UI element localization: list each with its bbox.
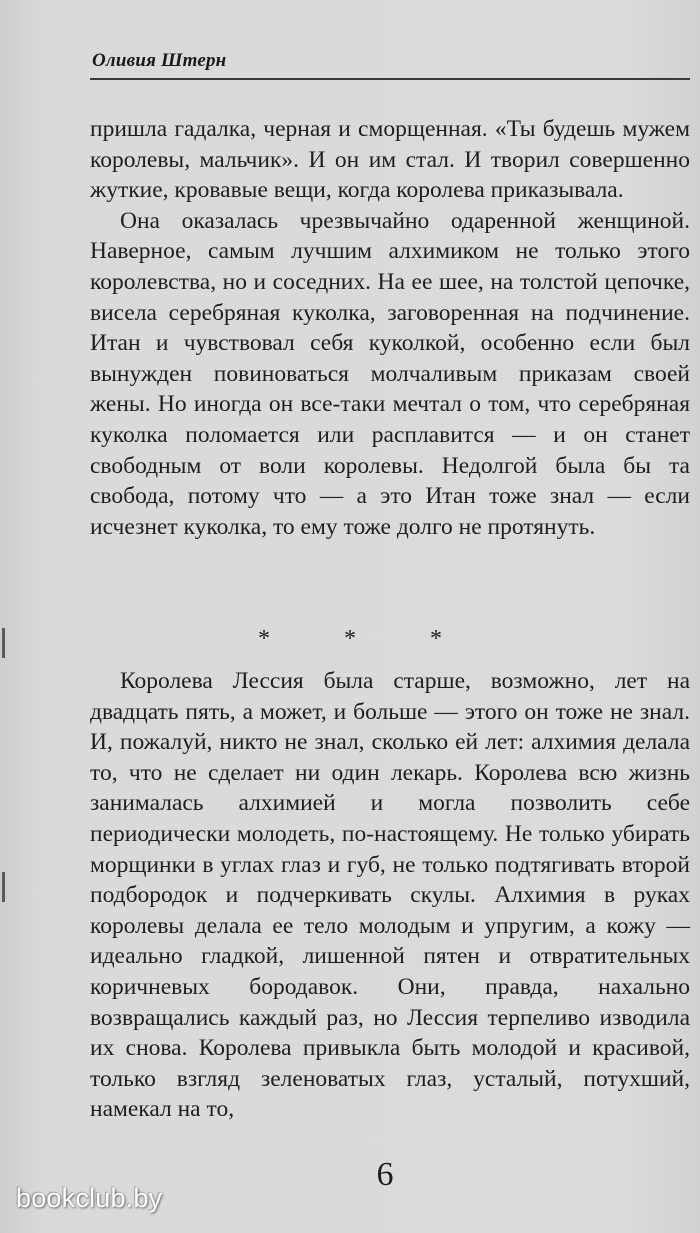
text-block-bottom: [90, 666, 690, 1125]
paragraph: Она оказалась чрезвычайно одаренной женщиной. Наверное, самым лучшим алхимиком не только этого королевства, но и соседних. На ее шее, на толстой цепочке, висела серебряная куколка, заговоренная на подчинение. Итан и чувствовал себя куколкой, особенно если был вынужден повиноваться молчаливым приказам своей жены. Но иногда он все-таки мечтал о том, что серебряная куколка поломается или расплавится — и он станет свободным от воли королевы. Недолгой была бы та свобода, потому что — а это Итан тоже знал — если исчезнет куколка, то ему тоже долго не протянуть.: [90, 207, 690, 540]
header-rule: [90, 78, 690, 80]
paragraph: Королева Лессия была старше, возможно, лет на двадцать пять, а может, и больше — этого он тоже не знал. И, пожалуй, никто не знал, сколько ей лет: алхимия делала то, что не сделает ни один лекарь. Королева всю жизнь занималась алхимией и могла позволить себе периодически молодеть, по-настоящему. Не только убирать морщинки в углах глаз и губ, не только подтягивать второй подбородок и подчеркивать скулы. Алхимия в руках королевы делала ее тело молодым и упругим, а кожу — идеально гладкой, лишенной пятен и отвратительных коричневых бородавок. Они, правда, нахально возвращались каждый раз, но Лессия терпеливо изводила их снова. Королева привыкла быть молодой и красивой, только взгляд зеленоватых глаз, усталый, потухший, намекал на то,: [90, 668, 690, 1123]
watermark: bookclub.by: [16, 1183, 163, 1213]
page-number: 6: [376, 1156, 394, 1193]
section-separator: * * *: [258, 626, 476, 652]
page-edge-mark: [2, 872, 5, 902]
paragraph-continued: пришла гадалка, черная и сморщенная. «Ты будешь мужем королевы, мальчик». И он им стал. И творил совершенно жуткие, кровавые вещи, когда королева приказывала.: [90, 116, 690, 204]
page-edge-mark: [2, 628, 5, 658]
text-block-top: [90, 114, 690, 542]
running-head-author: Оливия Штерн: [92, 50, 227, 71]
